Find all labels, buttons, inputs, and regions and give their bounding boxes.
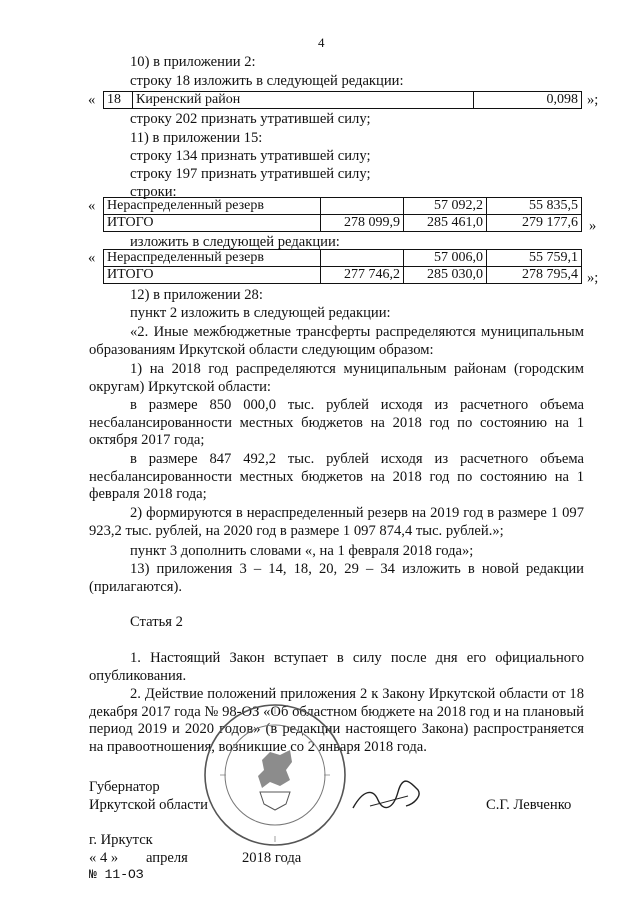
item-12-paragraph-1: «2. Иные межбюджетные трансферты распределяются муниципальным образованиям Иркутской области следующим образом:	[89, 324, 584, 358]
item-12-heading: 12) в приложении 28:	[130, 287, 263, 303]
page-number: 4	[318, 35, 325, 50]
table-row	[104, 267, 582, 284]
row-number-cell: 18	[104, 92, 133, 109]
item-12-instruction: пункт 2 изложить в следующей редакции:	[130, 305, 391, 321]
quote-close: »	[589, 218, 597, 234]
value-cell	[321, 250, 404, 267]
value-cell: 278 795,4	[487, 267, 582, 284]
value-cell: 55 835,5	[487, 198, 582, 215]
official-seal-icon	[200, 700, 350, 850]
item-12-paragraph-4: в размере 847 492,2 тыс. рублей исходя из расчетного объема несбалансированности местных бюджетов на 2018 год по состоянию на 1 февраля 2018 года;	[89, 451, 584, 503]
table-row	[104, 92, 582, 109]
article-2-title: Статья 2	[130, 614, 183, 630]
table-row-18	[103, 91, 582, 109]
footer-law-number: № 11-ОЗ	[89, 867, 144, 882]
value-cell: 285 030,0	[404, 267, 487, 284]
footer-city: г. Иркутск	[89, 832, 153, 848]
value-cell: 55 759,1	[487, 250, 582, 267]
table-row	[104, 198, 582, 215]
quote-close: »;	[587, 92, 599, 108]
table-row	[104, 215, 582, 232]
row-name-cell: ИТОГО	[104, 215, 321, 232]
item-11-heading: 11) в приложении 15:	[130, 130, 263, 146]
row-name-cell: Нераспределенный резерв	[104, 250, 321, 267]
value-cell: 285 461,0	[404, 215, 487, 232]
value-cell: 57 092,2	[404, 198, 487, 215]
item-11-redaction-label: изложить в следующей редакции:	[130, 234, 340, 250]
table-row	[104, 250, 582, 267]
handwritten-signature-icon	[348, 770, 428, 820]
value-cell: 278 099,9	[321, 215, 404, 232]
article-2-paragraph-2: 2. Действие положений приложения 2 к Закону Иркутской области от 18 декабря 2017 года № 98-ОЗ «Об областном бюджете на 2018 год и на плановый период 2019 и 2020 годов» (в редакции настоящего Закона) распространяется на правоотношения, возникшие со 2 января 2018 года.	[89, 686, 584, 755]
item-11-line-197: строку 197 признать утратившей силу;	[130, 166, 371, 182]
new-rows-table	[103, 249, 582, 284]
signature-title-line-2: Иркутской области	[89, 797, 208, 813]
value-cell: 277 746,2	[321, 267, 404, 284]
footer-day: « 4 »	[89, 850, 119, 866]
value-cell: 0,098	[474, 92, 582, 109]
quote-close: »;	[587, 270, 599, 286]
value-cell: 57 006,0	[404, 250, 487, 267]
quote-open: «	[88, 198, 96, 214]
quote-open: «	[88, 92, 96, 108]
footer-year: 2018 года	[242, 850, 302, 866]
signature-name: С.Г. Левченко	[486, 797, 572, 813]
row-name-cell: Нераспределенный резерв	[104, 198, 321, 215]
item-10-line-202: строку 202 признать утратившей силу;	[130, 111, 371, 127]
item-10-instruction: строку 18 изложить в следующей редакции:	[130, 73, 404, 89]
item-12-paragraph-5: 2) формируются в нераспределенный резерв на 2019 год в размере 1 097 923,2 тыс. рублей, на 2020 год в размере 1 097 874,4 тыс. рублей.»;	[89, 505, 584, 539]
row-name-cell: ИТОГО	[104, 267, 321, 284]
quote-open: «	[88, 250, 96, 266]
value-cell: 279 177,6	[487, 215, 582, 232]
old-rows-table	[103, 197, 582, 232]
item-12-paragraph-3: в размере 850 000,0 тыс. рублей исходя из расчетного объема несбалансированности местных бюджетов на 2018 год по состоянию на 1 октября 2017 года;	[89, 397, 584, 449]
signature-title-line-1: Губернатор	[89, 779, 160, 795]
item-12-paragraph-2: 1) на 2018 год распределяются муниципальным районам (городским округам) Иркутской области:	[89, 361, 584, 395]
footer-month: апреля	[146, 850, 188, 866]
item-11-rows-label: строки:	[130, 184, 177, 200]
item-10-heading: 10) в приложении 2:	[130, 54, 256, 70]
item-12-point-3: пункт 3 дополнить словами «, на 1 февраля 2018 года»;	[130, 543, 474, 559]
item-11-line-134: строку 134 признать утратившей силу;	[130, 148, 371, 164]
district-name-cell: Киренский район	[133, 92, 474, 109]
article-2-paragraph-1: 1. Настоящий Закон вступает в силу после дня его официального опубликования.	[89, 650, 584, 684]
item-13-paragraph: 13) приложения 3 – 14, 18, 20, 29 – 34 изложить в новой редакции (прилагаются).	[89, 561, 584, 595]
value-cell	[321, 198, 404, 215]
